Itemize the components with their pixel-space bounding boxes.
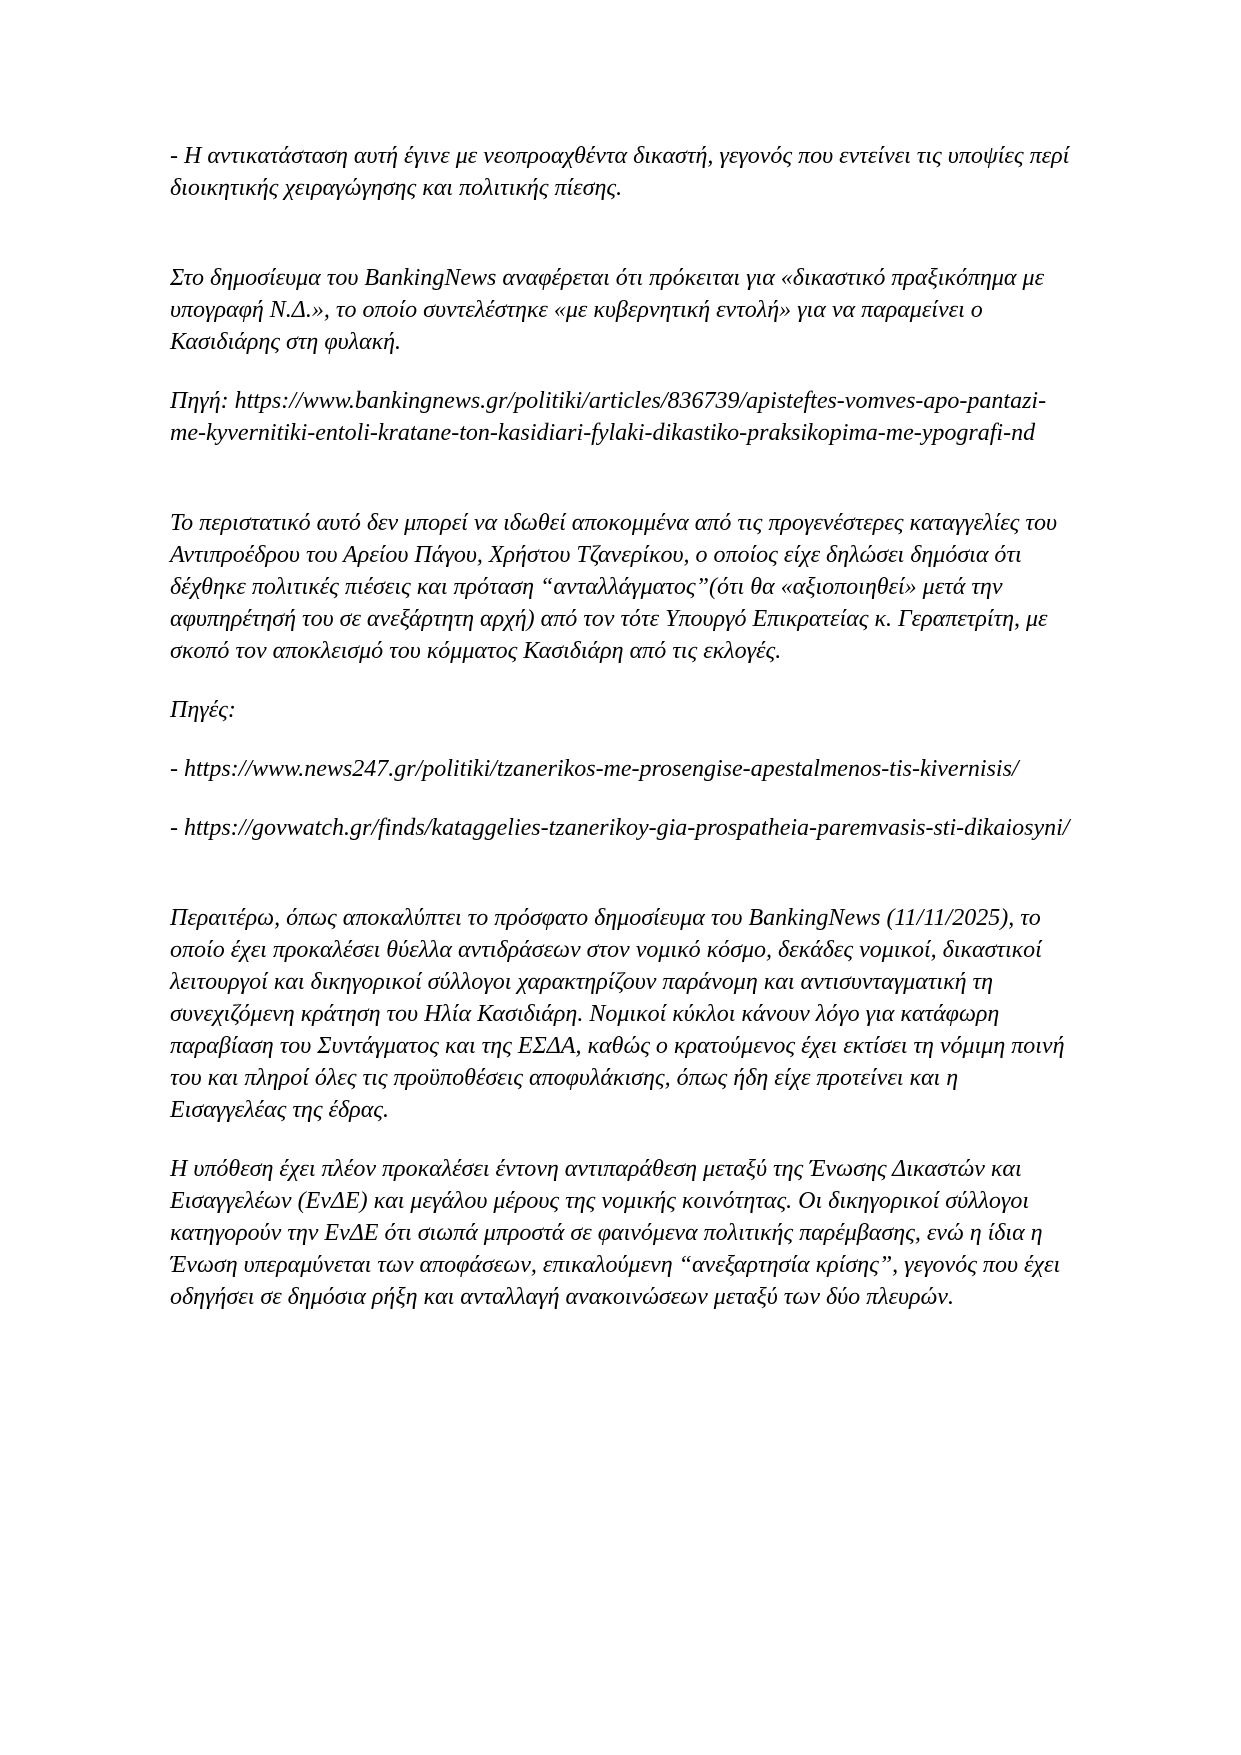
- document-body: [170, 140, 1075, 1313]
- paragraph-source-url-bankingnews: Πηγή: https://www.bankingnews.gr/politiki/articles/836739/apisteftes-vomves-apo-pantazi-me-kyvernitiki-entoli-kratane-ton-kasidiari-fylaki-dikastiko-praksikopima-me-ypografi-nd: [170, 388, 1047, 446]
- paragraph-substitution-claim: - Η αντικατάσταση αυτή έγινε με νεοπροαχθέντα δικαστή, γεγονός που εντείνει τις υποψίες περί διοικητικής χειραγώγησης και πολιτικής πίεσης.: [170, 143, 1070, 201]
- paragraph-bankingnews-quote: Στο δημοσίευμα του BankingNews αναφέρεται ότι πρόκειται για «δικαστικό πραξικόπημα με υπογραφή Ν.Δ.», το οποίο συντελέστηκε «με κυβερνητική εντολή» για να παραμείνει ο Κασιδιάρης στη φυλακή.: [170, 265, 1045, 355]
- sources-label: Πηγές:: [170, 697, 236, 723]
- paragraph-ende-dispute: Η υπόθεση έχει πλέον προκαλέσει έντονη αντιπαράθεση μεταξύ της Ένωσης Δικαστών και Εισαγγελέων (ΕνΔΕ) και μεγάλου μέρους της νομικής κοινότητας. Οι δικηγορικοί σύλλογοι κατηγορούν την ΕνΔΕ ότι σιωπά μπροστά σε φαινόμενα πολιτικής παρέμβασης, ενώ η ίδια η Ένωση υπεραμύνεται των αποφάσεων, επικαλούμενη “ανεξαρτησία κρίσης”, γεγονός που έχει οδηγήσει σε δημόσια ρήξη και ανταλλαγή ανακοινώσεων μεταξύ των δύο πλευρών.: [170, 1156, 1061, 1310]
- paragraph-tzanerikos-background: Το περιστατικό αυτό δεν μπορεί να ιδωθεί αποκομμένα από τις προγενέστερες καταγγελίες του Αντιπροέδρου του Αρείου Πάγου, Χρήστου Τζανερίκου, ο οποίος είχε δηλώσει δημόσια ότι δέχθηκε πολιτικές πιέσεις και πρόταση “ανταλλάγματος”(ότι θα «αξιοποιηθεί» μετά την αφυπηρέτησή του σε ανεξάρτητη αρχή) από τον τότε Υπουργό Επικρατείας κ. Γεραπετρίτη, με σκοπό τον αποκλεισμό του κόμματος Κασιδιάρη από τις εκλογές.: [170, 510, 1058, 664]
- source-link-news247: - https://www.news247.gr/politiki/tzanerikos-me-prosengise-apestalmenos-tis-kivernisis/: [170, 756, 1019, 782]
- paragraph-bankingnews-reactions: Περαιτέρω, όπως αποκαλύπτει το πρόσφατο δημοσίευμα του BankingNews (11/11/2025), το οποίο έχει προκαλέσει θύελλα αντιδράσεων στον νομικό κόσμο, δεκάδες νομικοί, δικαστικοί λειτουργοί και δικηγορικοί σύλλογοι χαρακτηρίζουν παράνομη και αντισυνταγματική τη συνεχιζόμενη κράτηση του Ηλία Κασιδιάρη. Νομικοί κύκλοι κάνουν λόγο για κατάφωρη παραβίαση του Συντάγματος και της ΕΣΔΑ, καθώς ο κρατούμενος έχει εκτίσει τη νόμιμη ποινή του και πληροί όλες τις προϋποθέσεις αποφυλάκισης, όπως ήδη είχε προτείνει και η Εισαγγελέας της έδρας.: [170, 905, 1065, 1123]
- source-link-govwatch: - https://govwatch.gr/finds/kataggelies-tzanerikoy-gia-prospatheia-paremvasis-sti-dikaiosyni/: [170, 815, 1070, 841]
